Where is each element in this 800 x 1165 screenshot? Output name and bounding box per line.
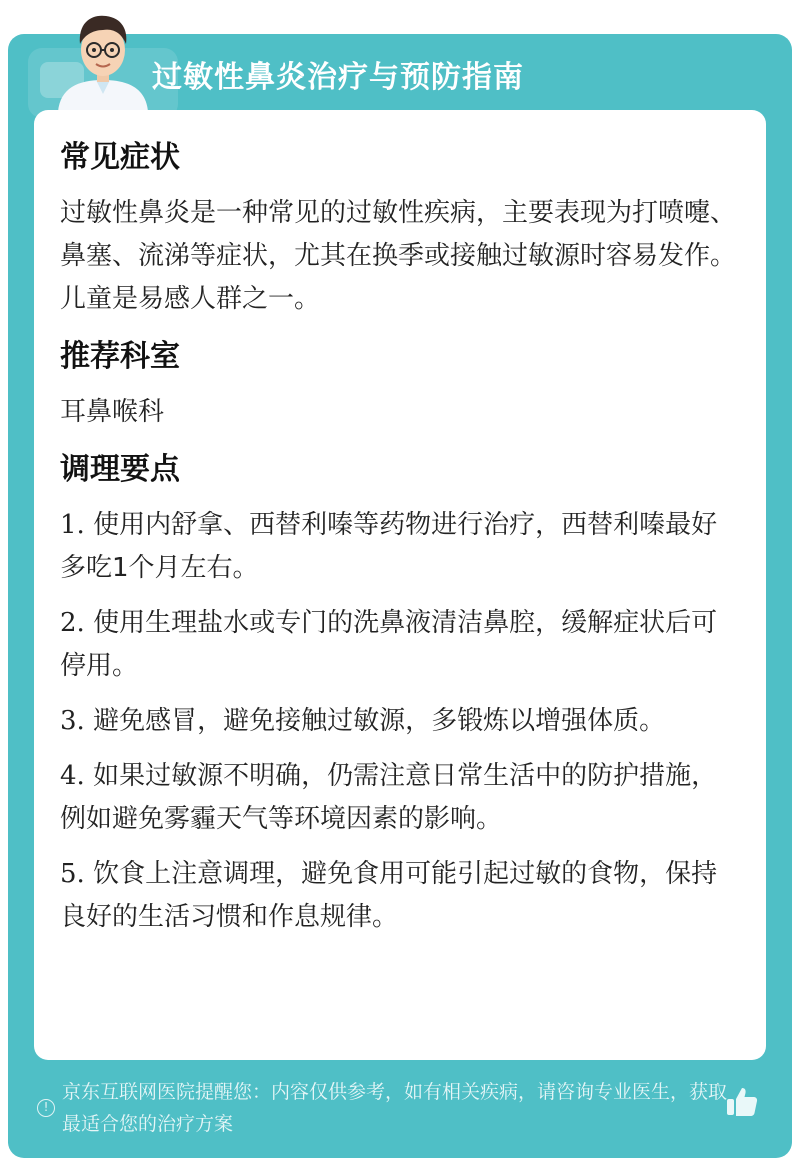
- list-item: [60, 853, 740, 939]
- list-item: [60, 602, 740, 688]
- footer-disclaimer: 京东互联网医院提醒您：内容仅供参考，如有相关疾病，请咨询专业医生，获取最适合您的治疗方案: [62, 1081, 728, 1135]
- list-text: 如果过敏源不明确，仍需注意日常生活中的防护措施，例如避免雾霾天气等环境因素的影响。: [60, 761, 718, 834]
- thumbs-up-icon[interactable]: [724, 1084, 760, 1120]
- care-heading: 调理要点: [60, 452, 180, 487]
- symptoms-heading: 常见症状: [60, 140, 180, 175]
- list-text: 使用生理盐水或专门的洗鼻液清洁鼻腔，缓解症状后可停用。: [60, 608, 718, 681]
- content-card: [34, 110, 766, 1060]
- list-number: 2.: [60, 608, 85, 638]
- symptoms-text: 过敏性鼻炎是一种常见的过敏性疾病，主要表现为打喷嚏、鼻塞、流涕等症状，尤其在换季或接触过敏源时容易发作。儿童是易感人群之一。: [60, 198, 737, 314]
- list-item: [60, 755, 740, 841]
- department-heading: 推荐科室: [60, 339, 180, 374]
- list-number: 3.: [60, 706, 85, 736]
- doctor-avatar-icon: [48, 8, 158, 112]
- department-text: 耳鼻喉科: [60, 397, 165, 427]
- list-item: [60, 504, 740, 590]
- list-number: 4.: [60, 761, 85, 791]
- info-icon: !: [37, 1099, 55, 1117]
- list-number: 1.: [60, 510, 85, 540]
- list-text: 饮食上注意调理，避免食用可能引起过敏的食物，保持良好的生活习惯和作息规律。: [60, 859, 718, 932]
- page-title: 过敏性鼻炎治疗与预防指南: [152, 60, 524, 95]
- list-item: [60, 700, 740, 743]
- list-number: 5.: [60, 859, 85, 889]
- list-text: 避免感冒，避免接触过敏源，多锻炼以增强体质。: [93, 706, 666, 736]
- list-text: 使用内舒拿、西替利嗪等药物进行治疗，西替利嗪最好多吃1个月左右。: [60, 510, 718, 583]
